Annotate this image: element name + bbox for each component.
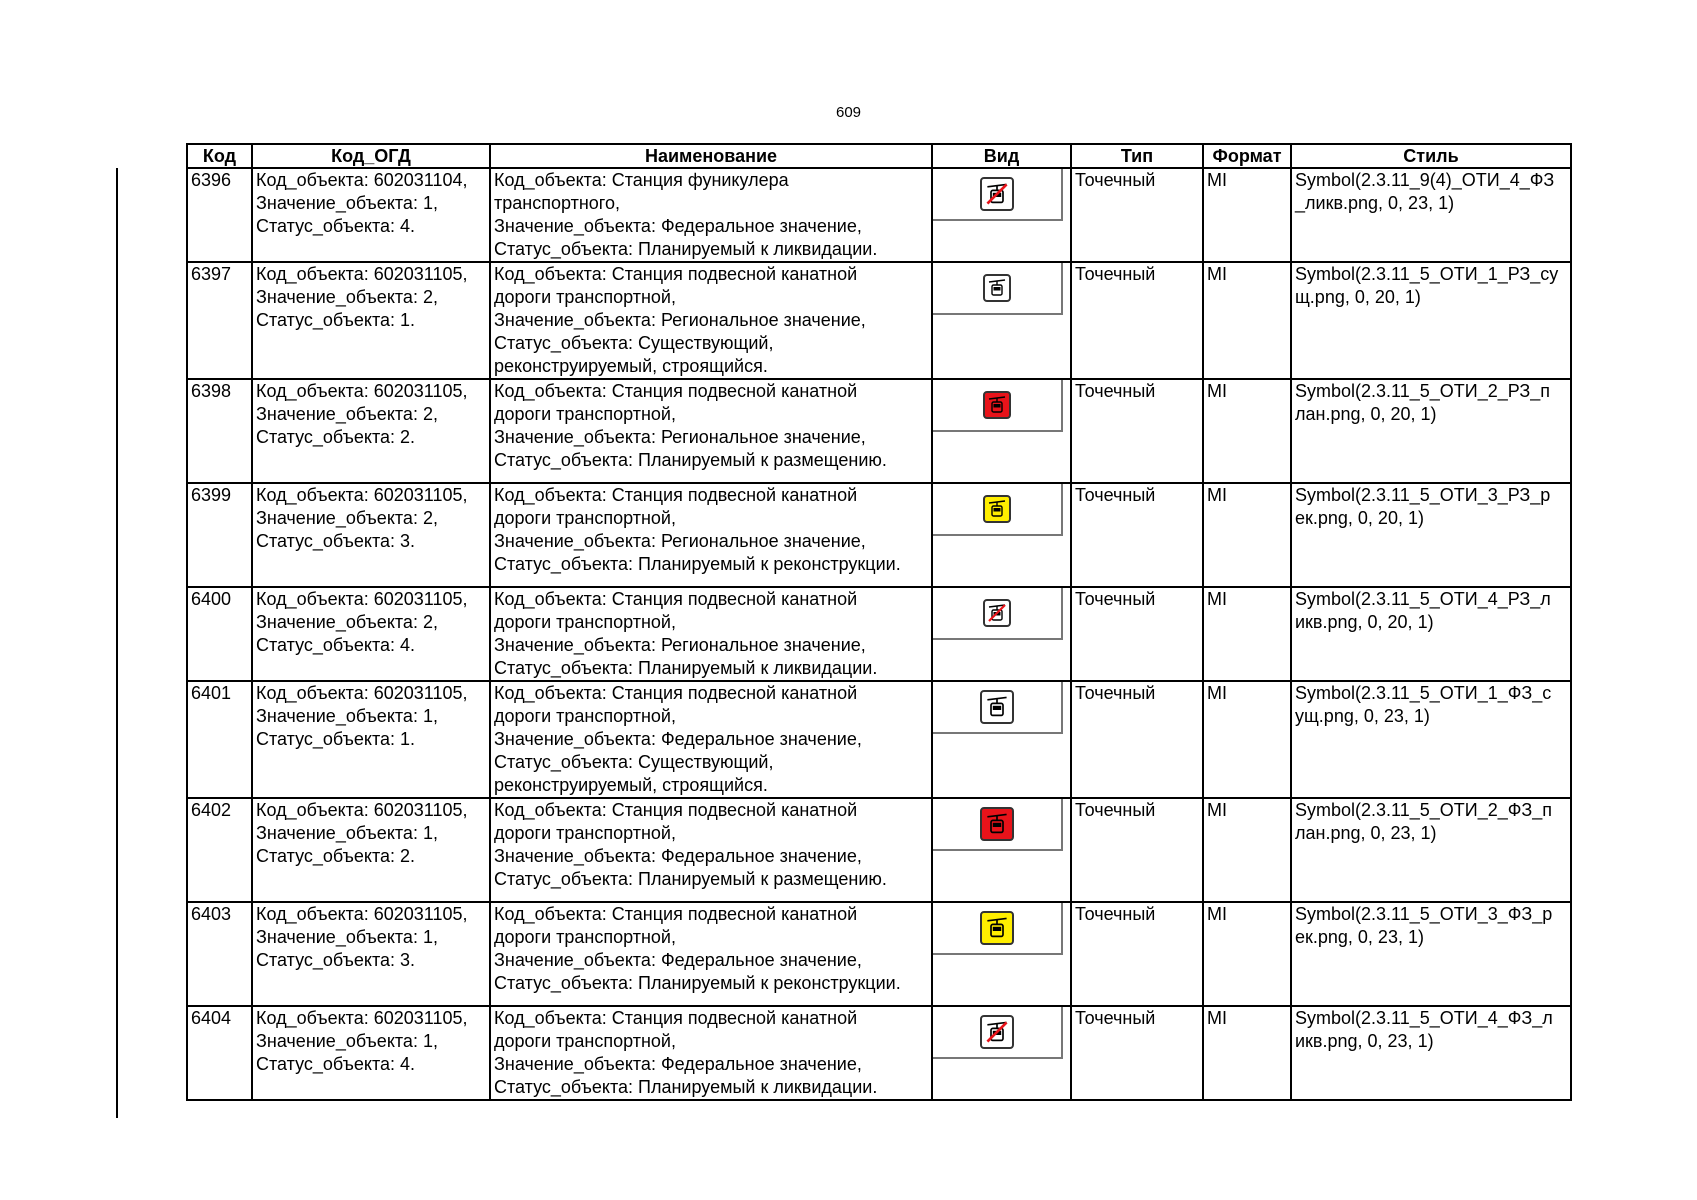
cell-name: Код_объекта: Станция подвесной канатной дороги транспортной, Значение_объекта: Федеральное значение, Статус_объекта: Планируемый к реконструкции. — [490, 902, 932, 1006]
cell-style: Symbol(2.3.11_5_ОТИ_2_РЗ_п лан.png, 0, 20, 1) — [1291, 379, 1571, 483]
table-row — [187, 379, 1571, 483]
cell-ogd-code: Код_объекта: 602031105, Значение_объекта: 1, Статус_объекта: 4. — [252, 1006, 490, 1100]
cell-name: Код_объекта: Станция подвесной канатной дороги транспортной, Значение_объекта: Федеральное значение, Статус_объекта: Существующий, реконструируемый, строящийся. — [490, 681, 932, 798]
cell-format: MI — [1203, 798, 1291, 902]
symbol-frame — [933, 263, 1063, 315]
symbol-frame — [933, 588, 1063, 640]
cable-car-liquidation-icon — [983, 599, 1011, 627]
header-type: Тип — [1071, 144, 1203, 168]
cell-style: Symbol(2.3.11_5_ОТИ_2_ФЗ_п лан.png, 0, 23, 1) — [1291, 798, 1571, 902]
table-row — [187, 587, 1571, 681]
cell-name: Код_объекта: Станция подвесной канатной дороги транспортной, Значение_объекта: Федеральное значение, Статус_объекта: Планируемый к ликвидации. — [490, 1006, 932, 1100]
cell-ogd-code: Код_объекта: 602031105, Значение_объекта: 2, Статус_объекта: 1. — [252, 262, 490, 379]
margin-rule — [116, 168, 118, 1118]
table-row — [187, 262, 1571, 379]
table-row — [187, 798, 1571, 902]
table-row — [187, 483, 1571, 587]
cell-code: 6404 — [187, 1006, 252, 1100]
cell-type: Точечный — [1071, 902, 1203, 1006]
symbol-frame — [933, 484, 1063, 536]
cell-format: MI — [1203, 262, 1291, 379]
funicular-liquidation-icon — [980, 177, 1014, 211]
cell-type: Точечный — [1071, 798, 1203, 902]
cell-code: 6399 — [187, 483, 252, 587]
header-ogd-code: Код_ОГД — [252, 144, 490, 168]
symbol-frame — [933, 380, 1063, 432]
cell-type: Точечный — [1071, 587, 1203, 681]
cell-style: Symbol(2.3.11_5_ОТИ_3_ФЗ_р ек.png, 0, 23, 1) — [1291, 902, 1571, 1006]
cell-format: MI — [1203, 902, 1291, 1006]
cell-code: 6398 — [187, 379, 252, 483]
cell-name: Код_объекта: Станция подвесной канатной дороги транспортной, Значение_объекта: Региональное значение, Статус_объекта: Планируемый к реконструкции. — [490, 483, 932, 587]
cell-name: Код_объекта: Станция подвесной канатной дороги транспортной, Значение_объекта: Региональное значение, Статус_объекта: Существующий, реконструируемый, строящийся. — [490, 262, 932, 379]
cable-car-existing-icon — [983, 274, 1011, 302]
cell-code: 6400 — [187, 587, 252, 681]
cell-code: 6403 — [187, 902, 252, 1006]
cell-symbol — [932, 1006, 1071, 1100]
header-row — [187, 144, 1571, 168]
cell-symbol — [932, 681, 1071, 798]
legend-body — [187, 168, 1571, 1100]
cell-style: Symbol(2.3.11_5_ОТИ_3_РЗ_р ек.png, 0, 20, 1) — [1291, 483, 1571, 587]
cell-symbol — [932, 483, 1071, 587]
cell-ogd-code: Код_объекта: 602031105, Значение_объекта: 2, Статус_объекта: 3. — [252, 483, 490, 587]
cell-format: MI — [1203, 483, 1291, 587]
table-row — [187, 1006, 1571, 1100]
cell-style: Symbol(2.3.11_5_ОТИ_4_ФЗ_л икв.png, 0, 23, 1) — [1291, 1006, 1571, 1100]
header-style: Стиль — [1291, 144, 1571, 168]
cable-car-reconstruction-icon — [983, 495, 1011, 523]
table-row — [187, 902, 1571, 1006]
cell-type: Точечный — [1071, 1006, 1203, 1100]
symbol-frame — [933, 1007, 1063, 1059]
cell-type: Точечный — [1071, 681, 1203, 798]
cable-car-reconstruction-icon — [980, 911, 1014, 945]
cell-symbol — [932, 587, 1071, 681]
cell-ogd-code: Код_объекта: 602031105, Значение_объекта: 2, Статус_объекта: 4. — [252, 587, 490, 681]
cell-symbol — [932, 168, 1071, 262]
cell-ogd-code: Код_объекта: 602031105, Значение_объекта: 1, Статус_объекта: 1. — [252, 681, 490, 798]
cell-code: 6397 — [187, 262, 252, 379]
cell-format: MI — [1203, 1006, 1291, 1100]
table-row — [187, 681, 1571, 798]
cable-car-existing-icon — [980, 690, 1014, 724]
cable-car-liquidation-icon — [980, 1015, 1014, 1049]
table-row — [187, 168, 1571, 262]
symbol-frame — [933, 799, 1063, 851]
symbol-frame — [933, 682, 1063, 734]
page-number: 609 — [835, 104, 862, 121]
symbol-frame — [933, 903, 1063, 955]
cell-name: Код_объекта: Станция подвесной канатной дороги транспортной, Значение_объекта: Региональное значение, Статус_объекта: Планируемый к ликвидации. — [490, 587, 932, 681]
cell-format: MI — [1203, 168, 1291, 262]
cell-style: Symbol(2.3.11_9(4)_ОТИ_4_ФЗ _ликв.png, 0, 23, 1) — [1291, 168, 1571, 262]
cell-ogd-code: Код_объекта: 602031104, Значение_объекта: 1, Статус_объекта: 4. — [252, 168, 490, 262]
header-view: Вид — [932, 144, 1071, 168]
symbol-frame — [933, 169, 1063, 221]
cell-symbol — [932, 798, 1071, 902]
cell-code: 6401 — [187, 681, 252, 798]
cell-type: Точечный — [1071, 483, 1203, 587]
cable-car-planned-icon — [980, 807, 1014, 841]
cell-style: Symbol(2.3.11_5_ОТИ_1_РЗ_су щ.png, 0, 20, 1) — [1291, 262, 1571, 379]
cell-format: MI — [1203, 379, 1291, 483]
cell-code: 6396 — [187, 168, 252, 262]
cell-symbol — [932, 902, 1071, 1006]
cable-car-planned-icon — [983, 391, 1011, 419]
cell-type: Точечный — [1071, 379, 1203, 483]
header-code: Код — [187, 144, 252, 168]
cell-ogd-code: Код_объекта: 602031105, Значение_объекта: 1, Статус_объекта: 2. — [252, 798, 490, 902]
legend-table — [186, 143, 1572, 1101]
cell-style: Symbol(2.3.11_5_ОТИ_1_ФЗ_с ущ.png, 0, 23, 1) — [1291, 681, 1571, 798]
header-format: Формат — [1203, 144, 1291, 168]
cell-ogd-code: Код_объекта: 602031105, Значение_объекта: 2, Статус_объекта: 2. — [252, 379, 490, 483]
cell-ogd-code: Код_объекта: 602031105, Значение_объекта: 1, Статус_объекта: 3. — [252, 902, 490, 1006]
cell-type: Точечный — [1071, 262, 1203, 379]
cell-type: Точечный — [1071, 168, 1203, 262]
cell-format: MI — [1203, 587, 1291, 681]
cell-symbol — [932, 379, 1071, 483]
cell-name: Код_объекта: Станция подвесной канатной дороги транспортной, Значение_объекта: Региональное значение, Статус_объекта: Планируемый к размещению. — [490, 379, 932, 483]
cell-code: 6402 — [187, 798, 252, 902]
cell-format: MI — [1203, 681, 1291, 798]
cell-style: Symbol(2.3.11_5_ОТИ_4_РЗ_л икв.png, 0, 20, 1) — [1291, 587, 1571, 681]
cell-name: Код_объекта: Станция фуникулера транспортного, Значение_объекта: Федеральное значение, Статус_объекта: Планируемый к ликвидации. — [490, 168, 932, 262]
header-name: Наименование — [490, 144, 932, 168]
cell-symbol — [932, 262, 1071, 379]
cell-name: Код_объекта: Станция подвесной канатной дороги транспортной, Значение_объекта: Федеральное значение, Статус_объекта: Планируемый к размещению. — [490, 798, 932, 902]
